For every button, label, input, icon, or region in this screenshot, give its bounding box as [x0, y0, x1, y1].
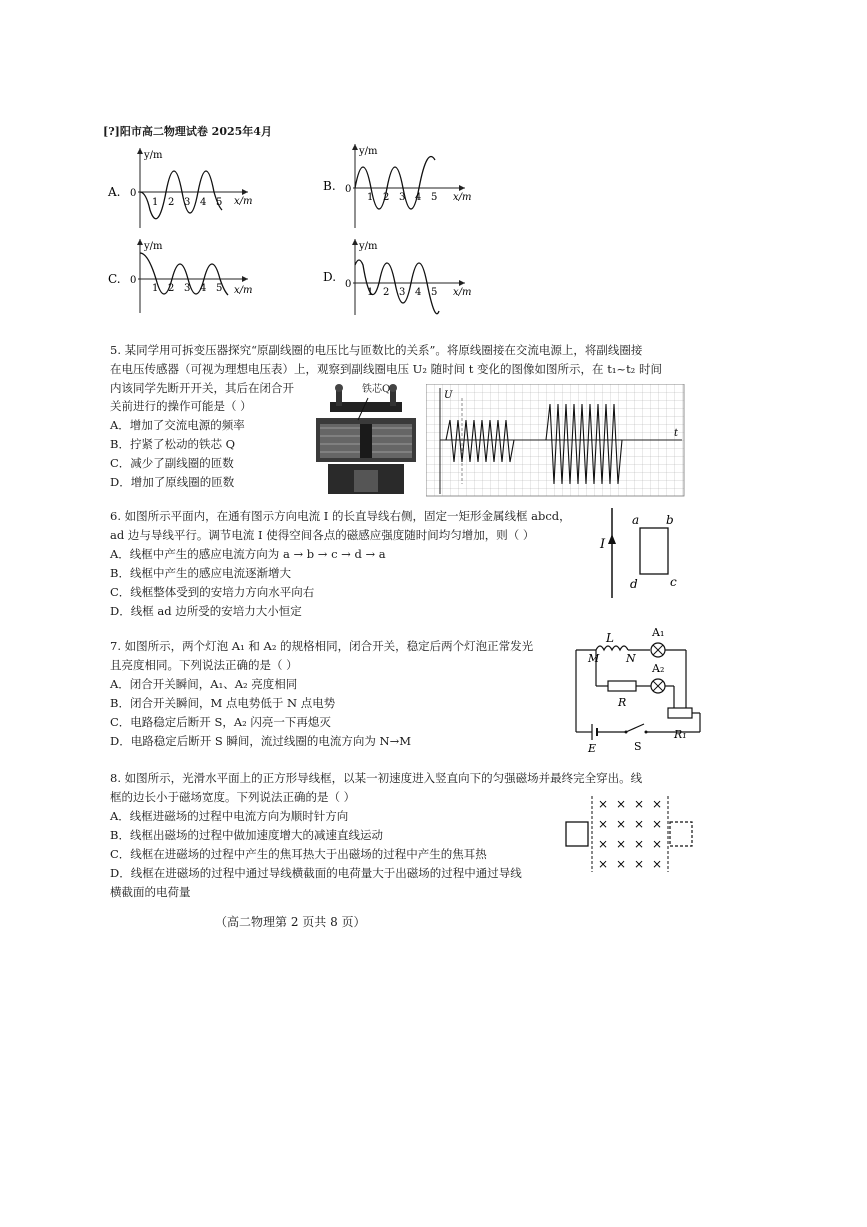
square-frame-exit [670, 822, 692, 846]
graph-b [323, 144, 472, 228]
q8-stem-line1: 8. 如图所示，光滑水平面上的正方形导线框，以某一初速度进入竖直向下的匀强磁场并最终完全穿出。线 [110, 771, 643, 785]
origin-a: 0 [130, 188, 137, 199]
q6-figure [596, 504, 696, 604]
graph-ylabel: U [444, 390, 453, 401]
inductor-coil [596, 646, 628, 650]
svg-text:2: 2 [168, 283, 175, 294]
graph-c [108, 239, 253, 313]
svg-text:1: 1 [367, 192, 374, 203]
option-letter-c: C. [108, 272, 121, 286]
svg-text:3: 3 [399, 287, 406, 298]
q8-option-b: B．线框出磁场的过程中做加速度增大的减速直线运动 [110, 828, 383, 842]
page-footer: （高二物理第 2 页共 8 页） [215, 915, 366, 929]
svg-text:×: × [634, 817, 645, 831]
q8-option-c: C．线框在进磁场的过程中产生的焦耳热大于出磁场的过程中产生的焦耳热 [110, 847, 487, 861]
q6-option-c: C．线框整体受到的安培力方向水平向右 [110, 585, 315, 599]
transformer-photo [310, 380, 422, 502]
svg-text:L: L [606, 631, 614, 645]
svg-text:×: × [652, 817, 663, 831]
graph-xlabel: t [674, 428, 679, 439]
page-header: [?]阳市高二物理试卷 2025年4月 [103, 125, 272, 138]
graph-a [107, 148, 253, 228]
svg-text:A₁: A₁ [652, 626, 665, 639]
option-letter-d: D. [323, 270, 337, 284]
svg-text:2: 2 [168, 197, 175, 208]
svg-text:3: 3 [399, 192, 406, 203]
svg-text:b: b [666, 513, 674, 527]
xlabel-a: x/m [234, 196, 253, 207]
q8-stem-line2: 框的边长小于磁场宽度。下列说法正确的是（ ） [110, 790, 356, 804]
square-frame [566, 822, 588, 846]
svg-text:3: 3 [184, 197, 191, 208]
q6-option-b: B．线框中产生的感应电流逐渐增大 [110, 566, 291, 580]
q7-circuit [562, 626, 712, 760]
svg-text:×: × [598, 837, 609, 851]
q5-stem-line4: 关前进行的操作可能是（ ） [110, 399, 252, 413]
q5-stem-line1: 5. 某同学用可拆变压器探究“原副线圈的电压比与匝数比的关系”。将原线圈接在交流电源上，将副线圈接 [110, 343, 643, 357]
svg-text:4: 4 [200, 197, 207, 208]
svg-text:a: a [632, 513, 640, 527]
q8-figure [560, 792, 700, 878]
q7-stem-line2: 且亮度相同。下列说法正确的是（ ） [110, 658, 298, 672]
svg-text:×: × [598, 817, 609, 831]
svg-text:5: 5 [431, 192, 438, 203]
q8-option-d: D．线框在进磁场的过程中通过导线横截面的电荷量大于出磁场的过程中通过导线 [110, 866, 522, 880]
metal-frame [640, 528, 668, 574]
svg-text:×: × [652, 857, 663, 871]
option-letter-a: A. [108, 185, 121, 199]
svg-text:1: 1 [152, 283, 159, 294]
svg-text:5: 5 [216, 283, 223, 294]
svg-text:×: × [634, 857, 645, 871]
origin-b: 0 [345, 184, 352, 195]
ylabel-d: y/m [359, 241, 378, 252]
origin-d: 0 [345, 279, 352, 290]
graph-d [323, 239, 472, 315]
svg-text:×: × [616, 837, 627, 851]
svg-text:×: × [652, 837, 663, 851]
q7-option-d: D．电路稳定后断开 S 瞬间，流过线圈的电流方向为 N→M [110, 734, 412, 748]
q4-graphs [100, 140, 480, 315]
xlabel-c: x/m [234, 285, 253, 296]
svg-text:1: 1 [152, 197, 159, 208]
q5-option-d: D．增加了原线圈的匝数 [110, 475, 235, 489]
q6-stem-line1: 6. 如图所示平面内，在通有图示方向电流 I 的长直导线右侧，固定一矩形金属线框 abcd， [110, 509, 571, 523]
q7-stem-line1: 7. 如图所示，两个灯泡 A₁ 和 A₂ 的规格相同，闭合开关，稳定后两个灯泡正常发光 [110, 639, 534, 653]
ylabel-b: y/m [359, 146, 378, 157]
q5-option-b: B．拧紧了松动的铁芯 Q [110, 437, 236, 451]
ylabel-c: y/m [144, 241, 163, 252]
svg-text:×: × [616, 857, 627, 871]
svg-text:×: × [616, 797, 627, 811]
q6-option-a: A．线框中产生的感应电流方向为 a → b → c → d → a [110, 547, 386, 561]
svg-text:2: 2 [383, 192, 390, 203]
q4-options [100, 140, 480, 319]
svg-text:2: 2 [383, 287, 390, 298]
origin-c: 0 [130, 275, 137, 286]
rheostat-r1 [668, 708, 692, 718]
svg-text:×: × [634, 837, 645, 851]
svg-text:×: × [616, 817, 627, 831]
wave-a [140, 171, 222, 219]
svg-text:×: × [598, 857, 609, 871]
magnetic-field-crosses [598, 797, 662, 871]
q5-option-c: C．减少了副线圈的匝数 [110, 456, 234, 470]
svg-text:d: d [630, 577, 638, 591]
q5-stem-line3: 内该同学先断开开关，其后在闭合开 [110, 381, 294, 395]
svg-text:1: 1 [367, 287, 374, 298]
svg-text:4: 4 [200, 283, 207, 294]
q5-option-a: A．增加了交流电源的频率 [110, 418, 245, 432]
q5-stem-line2: 在电压传感器（可视为理想电压表）上，观察到副线圈电压 U₂ 随时间 t 变化的图像如图所示，在 t₁~t₂ 时间 [110, 362, 662, 376]
svg-text:A₂: A₂ [652, 662, 665, 675]
svg-text:×: × [598, 797, 609, 811]
resistor-r [608, 681, 636, 691]
switch-icon [626, 724, 644, 732]
q7-option-c: C．电路稳定后断开 S，A₂ 闪亮一下再熄灭 [110, 715, 331, 729]
svg-text:R: R [618, 696, 627, 709]
xlabel-d: x/m [453, 287, 472, 298]
svg-text:4: 4 [415, 192, 422, 203]
svg-text:5: 5 [431, 287, 438, 298]
iron-core-label: 铁芯Q [362, 384, 391, 395]
svg-text:5: 5 [216, 197, 223, 208]
option-letter-b: B. [323, 179, 336, 193]
current-arrow-icon [608, 534, 616, 544]
svg-text:c: c [670, 575, 677, 589]
q6-stem-line2: ad 边与导线平行。调节电流 I 使得空间各点的磁感应强度随时间均匀增加，则（ ） [110, 528, 535, 542]
xlabel-b: x/m [453, 192, 472, 203]
svg-text:4: 4 [415, 287, 422, 298]
q7-option-b: B．闭合开关瞬间，M 点电势低于 N 点电势 [110, 696, 336, 710]
svg-text:×: × [652, 797, 663, 811]
q8-option-d-cont: 横截面的电荷量 [110, 885, 191, 899]
svg-text:×: × [634, 797, 645, 811]
svg-text:S: S [634, 740, 642, 753]
svg-text:E: E [588, 742, 597, 755]
svg-text:3: 3 [184, 283, 191, 294]
q8-option-a: A．线框进磁场的过程中电流方向为顺时针方向 [110, 809, 349, 823]
voltage-graph [426, 384, 686, 502]
svg-text:N: N [626, 652, 636, 665]
current-label: I [600, 537, 606, 552]
q7-option-a: A．闭合开关瞬间，A₁、A₂ 亮度相同 [110, 677, 298, 691]
svg-text:M: M [588, 652, 600, 665]
svg-text:R₁: R₁ [674, 728, 687, 741]
ylabel-a: y/m [144, 150, 163, 161]
q6-option-d: D．线框 ad 边所受的安培力大小恒定 [110, 604, 302, 618]
